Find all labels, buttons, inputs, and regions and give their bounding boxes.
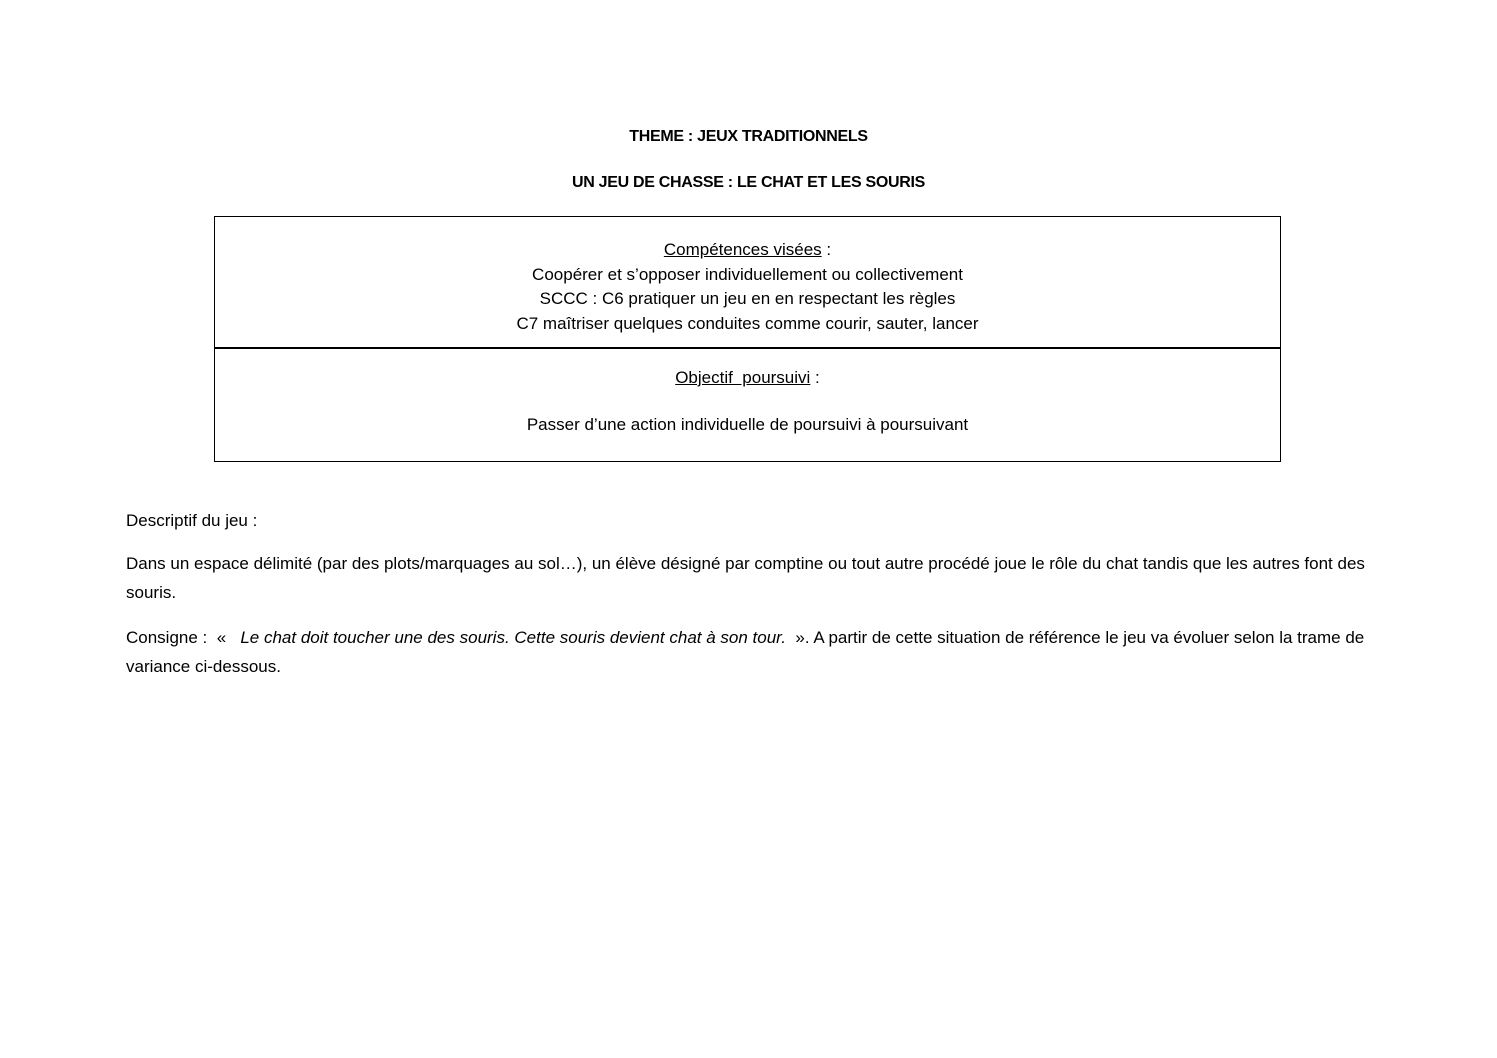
page-subtitle: UN JEU DE CHASSE : LE CHAT ET LES SOURIS xyxy=(571,174,926,191)
competences-heading-line xyxy=(215,238,1280,263)
competence-line: Coopérer et s’opposer individuellement ou collectivement xyxy=(532,264,963,284)
consigne-prefix: Consigne : « xyxy=(126,628,241,647)
descriptif-label: Descriptif du jeu : xyxy=(126,511,258,530)
consigne-suffix: ». A partir de cette situation de référence le jeu va évoluer selon la trame de variance ci-dessous. xyxy=(126,628,1369,676)
competences-box xyxy=(214,216,1281,349)
objectif-heading-suffix: : xyxy=(810,368,820,387)
consigne-quote: Le chat doit toucher une des souris. Cette souris devient chat à son tour. xyxy=(240,628,786,647)
competence-line: C7 maîtriser quelques conduites comme courir, sauter, lancer xyxy=(516,313,979,333)
objectif-box xyxy=(214,347,1281,462)
consigne-paragraph xyxy=(126,624,1376,681)
competences-heading-suffix: : xyxy=(821,240,832,259)
objectif-spacer xyxy=(215,391,1280,413)
descriptif-text: Dans un espace délimité (par des plots/marquages au sol…), un élève désigné par comptine ou tout autre procédé joue le rôle du chat tandis que les autres font des souris. xyxy=(126,554,1365,602)
objectif-text: Passer d’une action individuelle de poursuivi à poursuivant xyxy=(526,414,969,434)
competence-line: SCCC : C6 pratiquer un jeu en en respectant les règles xyxy=(539,289,956,308)
page-title: THEME : JEUX TRADITIONNELS xyxy=(629,128,868,145)
competences-heading: Compétences visées xyxy=(663,240,822,259)
objectif-heading-line xyxy=(215,366,1280,391)
objectif-heading: Objectif poursuivi xyxy=(675,368,811,387)
